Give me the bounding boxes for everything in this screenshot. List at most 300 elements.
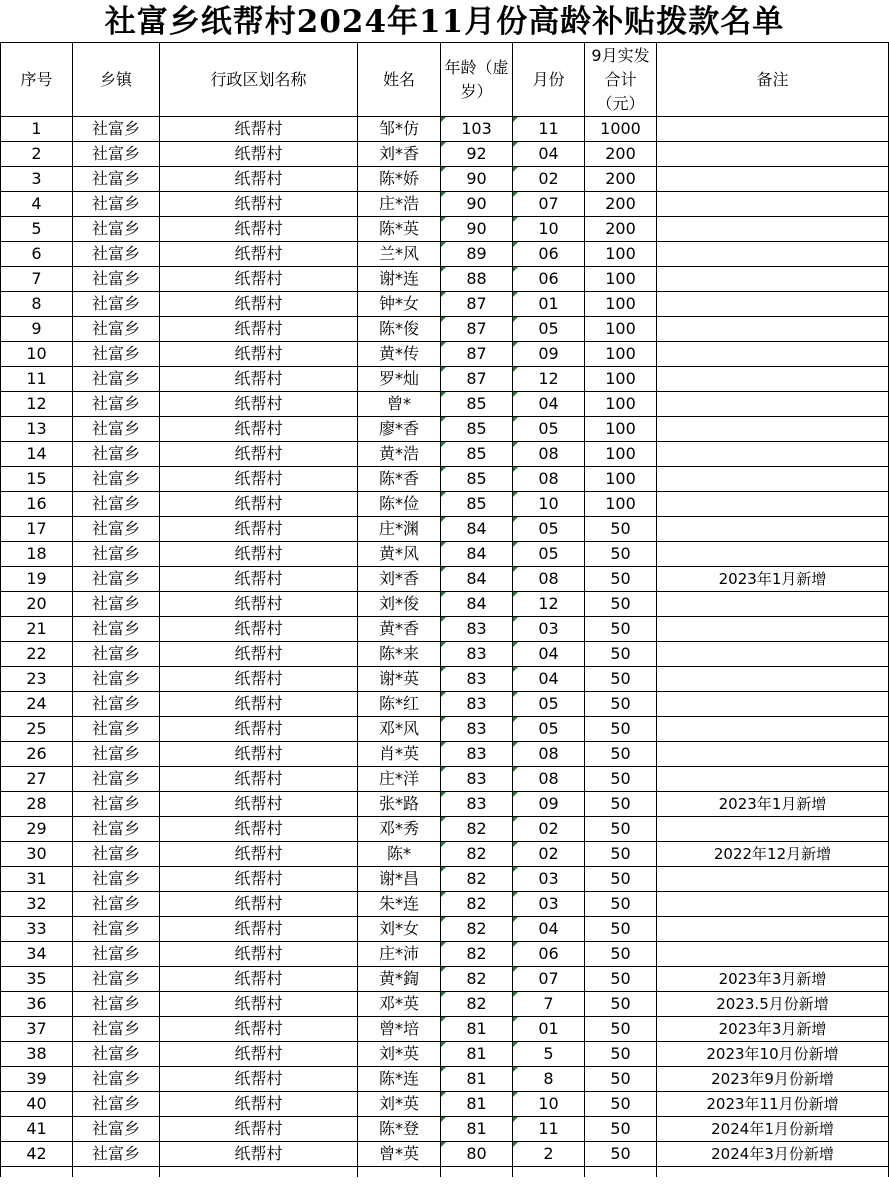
- cell-month: 03: [513, 617, 585, 642]
- cell-town: 社富乡: [73, 1092, 160, 1117]
- cell-age: 88: [441, 267, 513, 292]
- cell-month: 04: [513, 642, 585, 667]
- cell-age: 82: [441, 942, 513, 967]
- header-village: 行政区划名称: [160, 43, 358, 117]
- cell-note: 2023年3月新增: [657, 967, 889, 992]
- cell-name: 黄*鍧: [358, 967, 441, 992]
- cell-seq: 1: [1, 117, 73, 142]
- cell-age: 87: [441, 292, 513, 317]
- cell-month: 10: [513, 1092, 585, 1117]
- header-amount: 9月实发合计（元）: [585, 43, 657, 117]
- cell-seq: 25: [1, 717, 73, 742]
- cell-note: [657, 717, 889, 742]
- table-row: [1, 1017, 889, 1042]
- cell-seq: 24: [1, 692, 73, 717]
- cell-town: 社富乡: [73, 292, 160, 317]
- cell-note: [657, 367, 889, 392]
- cell-village: 纸帮村: [160, 717, 358, 742]
- cell-age: 83: [441, 792, 513, 817]
- cell-village: 纸帮村: [160, 517, 358, 542]
- cell-town: 社富乡: [73, 1067, 160, 1092]
- cell-note: [657, 417, 889, 442]
- cell-town: 社富乡: [73, 1117, 160, 1142]
- cell-name: 庄*洋: [358, 767, 441, 792]
- cell-name: 陈*来: [358, 642, 441, 667]
- cell-amount: 100: [585, 392, 657, 417]
- cell-seq: 35: [1, 967, 73, 992]
- table-row: [1, 792, 889, 817]
- cell-age: 103: [441, 117, 513, 142]
- cell-town: 社富乡: [73, 217, 160, 242]
- cell-village: 纸帮村: [160, 592, 358, 617]
- cell-amount: 1000: [585, 117, 657, 142]
- cell-age: 84: [441, 517, 513, 542]
- cell-month: 02: [513, 817, 585, 842]
- cell-name: 陈*俭: [358, 492, 441, 517]
- cell-month: 09: [513, 342, 585, 367]
- cell-amount: 50: [585, 867, 657, 892]
- cell-seq: 41: [1, 1117, 73, 1142]
- cell-town: 社富乡: [73, 542, 160, 567]
- cell-town: 社富乡: [73, 642, 160, 667]
- cell-note: [657, 317, 889, 342]
- cell-name: 谢*英: [358, 667, 441, 692]
- table-row: [1, 367, 889, 392]
- header-name: 姓名: [358, 43, 441, 117]
- cell-age: 82: [441, 967, 513, 992]
- cell-village: 纸帮村: [160, 917, 358, 942]
- cell-amount: 50: [585, 842, 657, 867]
- cell-age: 83: [441, 692, 513, 717]
- cell-town: 社富乡: [73, 517, 160, 542]
- cell-seq: 15: [1, 467, 73, 492]
- cell-note: [657, 292, 889, 317]
- cell-age: 90: [441, 217, 513, 242]
- cell-name: 刘*俊: [358, 592, 441, 617]
- cell-amount: 50: [585, 1117, 657, 1142]
- cell-name: 邓*英: [358, 992, 441, 1017]
- cell-age: 81: [441, 1042, 513, 1067]
- cell-note: [657, 217, 889, 242]
- cell-age: 85: [441, 442, 513, 467]
- header-month: 月份: [513, 43, 585, 117]
- cell-seq: 20: [1, 592, 73, 617]
- cell-seq: 37: [1, 1017, 73, 1042]
- cell-note: [657, 742, 889, 767]
- cell-age: 85: [441, 417, 513, 442]
- cell-town: 社富乡: [73, 392, 160, 417]
- cell-village: 纸帮村: [160, 167, 358, 192]
- cell-name: 庄*渊: [358, 517, 441, 542]
- cell-seq: 12: [1, 392, 73, 417]
- cell-note: 2023年3月新增: [657, 1017, 889, 1042]
- table-row: [1, 192, 889, 217]
- cell-note: 2024年3月份新增: [657, 1142, 889, 1167]
- cell-village: 纸帮村: [160, 192, 358, 217]
- cell-name: 庄*浩: [358, 192, 441, 217]
- cell-name: 邓*风: [358, 717, 441, 742]
- cell-name: 罗*灿: [358, 367, 441, 392]
- cell-note: 2023年10月份新增: [657, 1042, 889, 1067]
- cell-town: 社富乡: [73, 942, 160, 967]
- cell-amount: 100: [585, 267, 657, 292]
- table-row-blank: [1, 1167, 889, 1178]
- cell-village: 纸帮村: [160, 692, 358, 717]
- cell-name: 兰*风: [358, 242, 441, 267]
- cell-seq: 11: [1, 367, 73, 392]
- cell-town: 社富乡: [73, 1042, 160, 1067]
- cell-month: 11: [513, 1117, 585, 1142]
- cell-town: 社富乡: [73, 667, 160, 692]
- cell-amount: 50: [585, 667, 657, 692]
- cell-village: 纸帮村: [160, 742, 358, 767]
- cell-village: 纸帮村: [160, 1067, 358, 1092]
- cell-age: 81: [441, 1067, 513, 1092]
- cell-town: 社富乡: [73, 367, 160, 392]
- cell-amount: 200: [585, 217, 657, 242]
- cell-town: 社富乡: [73, 467, 160, 492]
- cell-note: [657, 492, 889, 517]
- cell-note: [657, 667, 889, 692]
- cell-blank: [585, 1167, 657, 1178]
- cell-month: 08: [513, 767, 585, 792]
- cell-seq: 33: [1, 917, 73, 942]
- table-row: [1, 567, 889, 592]
- table-row: [1, 492, 889, 517]
- cell-amount: 100: [585, 292, 657, 317]
- cell-age: 82: [441, 842, 513, 867]
- cell-month: 02: [513, 842, 585, 867]
- cell-seq: 3: [1, 167, 73, 192]
- cell-note: 2023年11月份新增: [657, 1092, 889, 1117]
- cell-amount: 100: [585, 417, 657, 442]
- cell-amount: 100: [585, 317, 657, 342]
- table-row: [1, 967, 889, 992]
- cell-note: [657, 442, 889, 467]
- cell-name: 谢*昌: [358, 867, 441, 892]
- table-body: [1, 117, 889, 1178]
- cell-town: 社富乡: [73, 617, 160, 642]
- table-row: [1, 917, 889, 942]
- cell-note: [657, 392, 889, 417]
- cell-village: 纸帮村: [160, 1042, 358, 1067]
- cell-age: 81: [441, 1017, 513, 1042]
- cell-seq: 18: [1, 542, 73, 567]
- table-row: [1, 1042, 889, 1067]
- cell-amount: 50: [585, 767, 657, 792]
- cell-village: 纸帮村: [160, 667, 358, 692]
- table-row: [1, 167, 889, 192]
- cell-village: 纸帮村: [160, 542, 358, 567]
- cell-village: 纸帮村: [160, 867, 358, 892]
- cell-amount: 50: [585, 642, 657, 667]
- table-row: [1, 617, 889, 642]
- cell-amount: 50: [585, 917, 657, 942]
- cell-name: 廖*香: [358, 417, 441, 442]
- cell-month: 08: [513, 567, 585, 592]
- header-town: 乡镇: [73, 43, 160, 117]
- cell-village: 纸帮村: [160, 342, 358, 367]
- table-row: [1, 1142, 889, 1167]
- cell-age: 83: [441, 767, 513, 792]
- cell-month: 11: [513, 117, 585, 142]
- cell-note: [657, 617, 889, 642]
- cell-age: 90: [441, 192, 513, 217]
- cell-town: 社富乡: [73, 967, 160, 992]
- cell-seq: 36: [1, 992, 73, 1017]
- table-row: [1, 942, 889, 967]
- cell-name: 陈*娇: [358, 167, 441, 192]
- cell-seq: 32: [1, 892, 73, 917]
- cell-age: 92: [441, 142, 513, 167]
- header-age: 年龄（虚岁）: [441, 43, 513, 117]
- cell-month: 7: [513, 992, 585, 1017]
- cell-blank: [513, 1167, 585, 1178]
- cell-village: 纸帮村: [160, 292, 358, 317]
- cell-age: 90: [441, 167, 513, 192]
- cell-seq: 17: [1, 517, 73, 542]
- cell-town: 社富乡: [73, 417, 160, 442]
- cell-month: 03: [513, 867, 585, 892]
- cell-town: 社富乡: [73, 117, 160, 142]
- cell-name: 刘*香: [358, 142, 441, 167]
- cell-age: 80: [441, 1142, 513, 1167]
- cell-month: 5: [513, 1042, 585, 1067]
- table-row: [1, 817, 889, 842]
- cell-amount: 200: [585, 192, 657, 217]
- cell-age: 82: [441, 817, 513, 842]
- cell-amount: 50: [585, 892, 657, 917]
- cell-note: 2023.5月份新增: [657, 992, 889, 1017]
- cell-blank: [160, 1167, 358, 1178]
- cell-age: 87: [441, 317, 513, 342]
- table-row: [1, 992, 889, 1017]
- cell-month: 8: [513, 1067, 585, 1092]
- cell-month: 04: [513, 917, 585, 942]
- cell-age: 83: [441, 642, 513, 667]
- subsidy-table: [0, 42, 889, 1177]
- cell-note: [657, 592, 889, 617]
- cell-town: 社富乡: [73, 767, 160, 792]
- cell-name: 黄*传: [358, 342, 441, 367]
- table-row: [1, 317, 889, 342]
- cell-town: 社富乡: [73, 342, 160, 367]
- cell-amount: 50: [585, 992, 657, 1017]
- cell-amount: 50: [585, 1067, 657, 1092]
- cell-village: 纸帮村: [160, 1117, 358, 1142]
- cell-age: 85: [441, 392, 513, 417]
- table-row: [1, 242, 889, 267]
- cell-seq: 22: [1, 642, 73, 667]
- cell-month: 10: [513, 217, 585, 242]
- cell-name: 刘*英: [358, 1042, 441, 1067]
- cell-town: 社富乡: [73, 267, 160, 292]
- cell-town: 社富乡: [73, 717, 160, 742]
- cell-amount: 50: [585, 517, 657, 542]
- cell-month: 04: [513, 142, 585, 167]
- cell-town: 社富乡: [73, 492, 160, 517]
- cell-amount: 50: [585, 967, 657, 992]
- cell-month: 06: [513, 242, 585, 267]
- cell-village: 纸帮村: [160, 617, 358, 642]
- cell-seq: 9: [1, 317, 73, 342]
- cell-age: 87: [441, 367, 513, 392]
- cell-village: 纸帮村: [160, 642, 358, 667]
- cell-month: 07: [513, 967, 585, 992]
- cell-age: 82: [441, 992, 513, 1017]
- cell-month: 04: [513, 667, 585, 692]
- cell-amount: 50: [585, 717, 657, 742]
- cell-age: 83: [441, 667, 513, 692]
- cell-village: 纸帮村: [160, 842, 358, 867]
- cell-month: 02: [513, 167, 585, 192]
- cell-village: 纸帮村: [160, 817, 358, 842]
- cell-seq: 8: [1, 292, 73, 317]
- table-row: [1, 767, 889, 792]
- cell-note: [657, 767, 889, 792]
- cell-village: 纸帮村: [160, 1017, 358, 1042]
- cell-age: 82: [441, 867, 513, 892]
- cell-seq: 40: [1, 1092, 73, 1117]
- cell-town: 社富乡: [73, 842, 160, 867]
- cell-name: 谢*连: [358, 267, 441, 292]
- cell-note: [657, 342, 889, 367]
- cell-seq: 14: [1, 442, 73, 467]
- cell-note: [657, 517, 889, 542]
- cell-amount: 50: [585, 1017, 657, 1042]
- cell-blank: [1, 1167, 73, 1178]
- table-row: [1, 667, 889, 692]
- table-row: [1, 467, 889, 492]
- cell-amount: 50: [585, 942, 657, 967]
- table-row: [1, 592, 889, 617]
- table-row: [1, 742, 889, 767]
- cell-blank: [657, 1167, 889, 1178]
- cell-note: [657, 642, 889, 667]
- cell-town: 社富乡: [73, 167, 160, 192]
- cell-name: 曾*培: [358, 1017, 441, 1042]
- cell-town: 社富乡: [73, 242, 160, 267]
- cell-name: 陈*俊: [358, 317, 441, 342]
- cell-seq: 6: [1, 242, 73, 267]
- cell-name: 曾*英: [358, 1142, 441, 1167]
- cell-seq: 19: [1, 567, 73, 592]
- cell-name: 曾*: [358, 392, 441, 417]
- table-row: [1, 717, 889, 742]
- cell-seq: 30: [1, 842, 73, 867]
- cell-blank: [73, 1167, 160, 1178]
- cell-name: 黄*香: [358, 617, 441, 642]
- table-row: [1, 1092, 889, 1117]
- cell-village: 纸帮村: [160, 567, 358, 592]
- cell-month: 05: [513, 417, 585, 442]
- cell-amount: 100: [585, 467, 657, 492]
- cell-amount: 100: [585, 442, 657, 467]
- cell-month: 05: [513, 517, 585, 542]
- cell-name: 刘*英: [358, 1092, 441, 1117]
- cell-age: 82: [441, 892, 513, 917]
- cell-village: 纸帮村: [160, 1142, 358, 1167]
- cell-seq: 39: [1, 1067, 73, 1092]
- cell-note: [657, 167, 889, 192]
- cell-month: 04: [513, 392, 585, 417]
- cell-name: 钟*女: [358, 292, 441, 317]
- cell-amount: 50: [585, 792, 657, 817]
- cell-name: 肖*英: [358, 742, 441, 767]
- cell-village: 纸帮村: [160, 217, 358, 242]
- cell-amount: 50: [585, 592, 657, 617]
- cell-amount: 50: [585, 692, 657, 717]
- cell-name: 黄*浩: [358, 442, 441, 467]
- cell-town: 社富乡: [73, 792, 160, 817]
- cell-village: 纸帮村: [160, 392, 358, 417]
- cell-village: 纸帮村: [160, 767, 358, 792]
- table-row: [1, 642, 889, 667]
- table-row: [1, 342, 889, 367]
- cell-amount: 50: [585, 1092, 657, 1117]
- cell-village: 纸帮村: [160, 442, 358, 467]
- page-title: 社富乡纸帮村2024年11月份高龄补贴拨款名单: [104, 4, 785, 40]
- cell-month: 09: [513, 792, 585, 817]
- cell-amount: 50: [585, 742, 657, 767]
- cell-seq: 21: [1, 617, 73, 642]
- table-row: [1, 1067, 889, 1092]
- cell-seq: 2: [1, 142, 73, 167]
- table-row: [1, 292, 889, 317]
- cell-age: 89: [441, 242, 513, 267]
- cell-town: 社富乡: [73, 592, 160, 617]
- cell-month: 10: [513, 492, 585, 517]
- cell-seq: 27: [1, 767, 73, 792]
- cell-village: 纸帮村: [160, 492, 358, 517]
- cell-month: 01: [513, 292, 585, 317]
- cell-note: [657, 467, 889, 492]
- cell-seq: 28: [1, 792, 73, 817]
- cell-town: 社富乡: [73, 817, 160, 842]
- cell-month: 12: [513, 592, 585, 617]
- cell-village: 纸帮村: [160, 1092, 358, 1117]
- cell-month: 07: [513, 192, 585, 217]
- cell-amount: 100: [585, 367, 657, 392]
- table-row: [1, 892, 889, 917]
- cell-month: 06: [513, 267, 585, 292]
- cell-note: [657, 867, 889, 892]
- cell-seq: 13: [1, 417, 73, 442]
- table-row: [1, 867, 889, 892]
- cell-name: 陈*: [358, 842, 441, 867]
- cell-age: 83: [441, 717, 513, 742]
- cell-note: [657, 192, 889, 217]
- cell-amount: 50: [585, 542, 657, 567]
- cell-seq: 23: [1, 667, 73, 692]
- cell-village: 纸帮村: [160, 142, 358, 167]
- cell-name: 刘*香: [358, 567, 441, 592]
- cell-month: 05: [513, 317, 585, 342]
- cell-town: 社富乡: [73, 142, 160, 167]
- cell-village: 纸帮村: [160, 417, 358, 442]
- cell-month: 08: [513, 442, 585, 467]
- cell-blank: [441, 1167, 513, 1178]
- header-seq: 序号: [1, 43, 73, 117]
- cell-age: 83: [441, 742, 513, 767]
- cell-month: 2: [513, 1142, 585, 1167]
- cell-name: 陈*香: [358, 467, 441, 492]
- cell-month: 08: [513, 742, 585, 767]
- cell-note: 2022年12月新增: [657, 842, 889, 867]
- cell-age: 84: [441, 592, 513, 617]
- cell-name: 朱*连: [358, 892, 441, 917]
- cell-name: 陈*英: [358, 217, 441, 242]
